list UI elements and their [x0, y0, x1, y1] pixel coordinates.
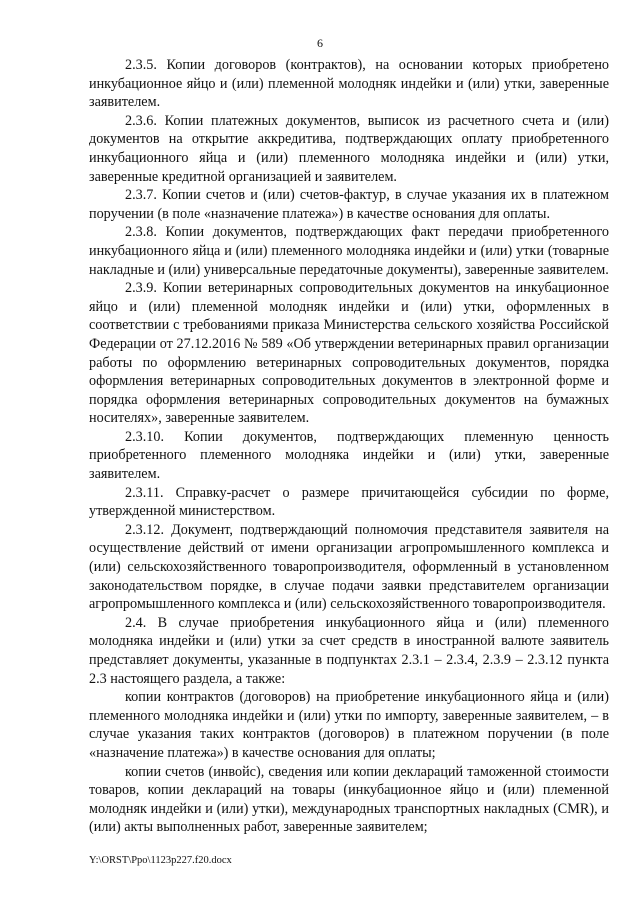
paragraph-2-3-9: 2.3.9. Копии ветеринарных сопроводительных документов на инкубационное яйцо и (или) племенной молодняк индейки и (или) утки, оформленных в соответствии с требованиями приказа Министерства сельского хозяйства Российской Федерации от 27.12.2016 № 589 «Об утверждении ветеринарных правил организации работы по оформлению ветеринарных сопроводительных документов, порядка оформления ветеринарных сопроводительных документов в электронной форме и порядка оформления ветеринарных сопроводительных документов на бумажных носителях», заверенные заявителем.	[89, 280, 609, 427]
paragraph-invoices: копии счетов (инвойс), сведения или копии деклараций таможенной стоимости товаров, копии деклараций на товары (инкубационное яйцо и (или) племенной молодняк индейки и (или) утки), международных транспортных накладных (CMR), и (или) акты выполненных работ, заверенные заявителем;	[89, 763, 609, 836]
paragraph-2-3-8: 2.3.8. Копии документов, подтверждающих факт передачи приобретенного инкубационного яйца и (или) племенного молодняка индейки и (или) утки (товарные накладные и (или) универсальные передаточные документы), заверенные заявителем.	[89, 224, 609, 278]
paragraph-2-3-6: 2.3.6. Копии платежных документов, выписок из расчетного счета и (или) документов на открытие аккредитива, подтверждающих оплату приобретенного инкубационного яйца и (или) племенного молодняка индейки и (или) утки, заверенные кредитной организацией и заявителем.	[89, 112, 609, 185]
paragraph-2-3-7: 2.3.7. Копии счетов и (или) счетов-фактур, в случае указания их в платежном поручении (в поле «назначение платежа») в качестве основания для оплаты.	[89, 187, 609, 222]
paragraph-2-3-5: 2.3.5. Копии договоров (контрактов), на основании которых приобретено инкубационное яйцо и (или) племенной молодняк индейки и (или) утки, заверенные заявителем.	[89, 57, 609, 111]
paragraph-2-3-12: 2.3.12. Документ, подтверждающий полномочия представителя заявителя на осуществление действий от имени организации агропромышленного комплекса и (или) сельскохозяйственного товаропроизводителя, оформленный в установленном законодательством порядке, в случае подачи заявки представителем организации агропромышленного комплекса и (или) сельскохозяйственного товаропроизводителя.	[89, 521, 609, 613]
footer-file-path: Y:\ORST\Ppo\1123p227.f20.docx	[89, 855, 232, 866]
paragraph-import-contracts: копии контрактов (договоров) на приобретение инкубационного яйца и (или) племенного молодняка индейки и (или) утки по импорту, заверенные заявителем, – в случае указания таких контрактов (договоров) в платежном поручении (в поле «назначение платежа») в качестве основания для оплаты;	[89, 689, 609, 761]
paragraph-2-3-10: 2.3.10. Копии документов, подтверждающих племенную ценность приобретенного племенного молодняка индейки и (или) утки, заверенные заявителем.	[89, 428, 609, 483]
paragraph-2-3-11: 2.3.11. Справку-расчет о размере причитающейся субсидии по форме, утвержденной министерством.	[89, 484, 609, 520]
document-body	[89, 56, 609, 837]
paragraph-2-4: 2.4. В случае приобретения инкубационного яйца и (или) племенного молодняка индейки и (или) утки за счет средств в иностранной валюте заявитель представляет документы, указанные в подпунктах 2.3.1 – 2.3.4, 2.3.9 – 2.3.12 пункта 2.3 настоящего раздела, а также:	[89, 614, 609, 687]
page-number: 6	[317, 36, 323, 50]
